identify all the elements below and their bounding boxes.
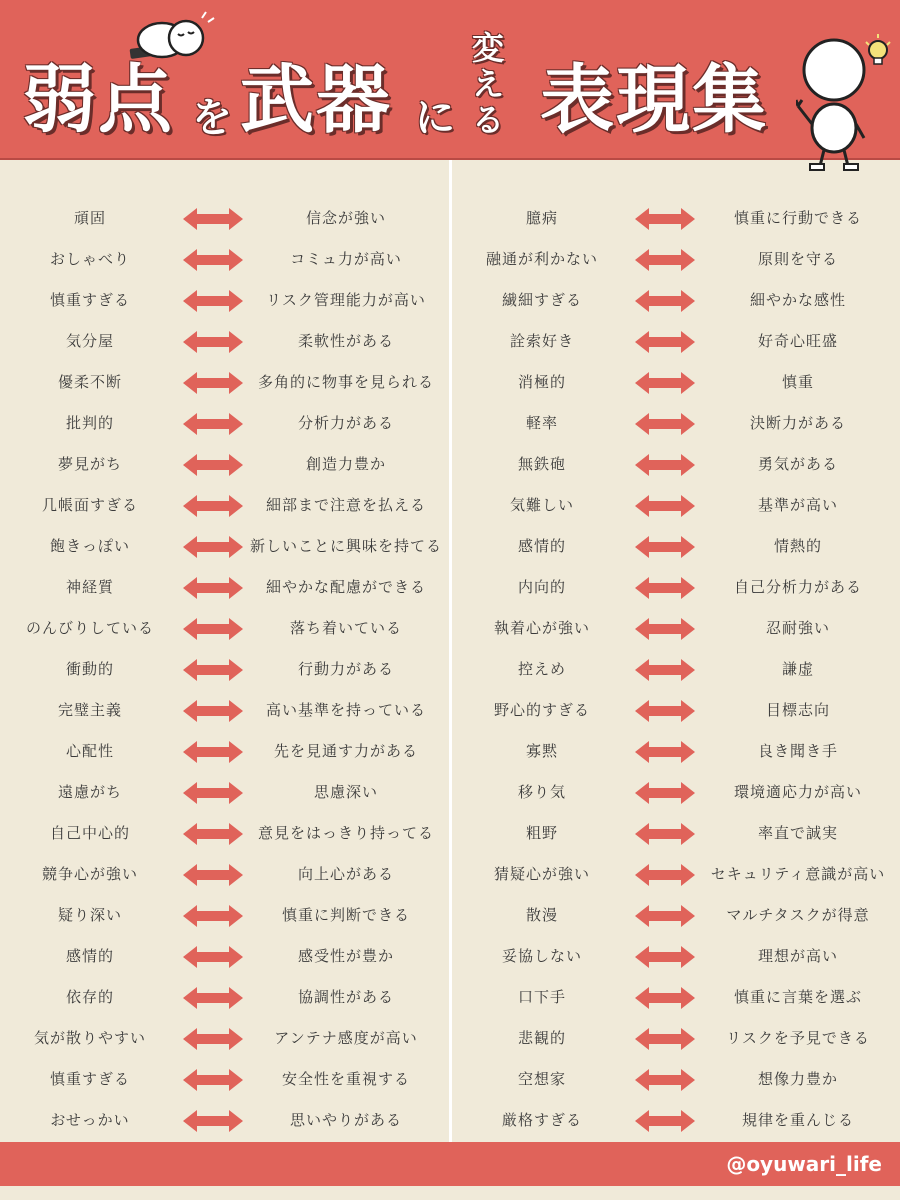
pair-row: [0, 280, 449, 321]
pair-row: [0, 895, 449, 936]
pair-row: [452, 485, 900, 526]
pair-row: [0, 977, 449, 1018]
strength-text: コミュ力が高い: [290, 250, 402, 268]
strength-text: 忍耐強い: [765, 619, 830, 637]
weakness-text: 気が散りやすい: [33, 1029, 146, 1047]
pair-row: [452, 567, 900, 608]
pair-row: [0, 1100, 449, 1141]
pair-row: [0, 526, 449, 567]
strength-text: 細やかな感性: [749, 291, 846, 309]
bottom-strip: [0, 1186, 900, 1200]
double-arrow-icon: [183, 700, 243, 722]
pair-row: [452, 690, 900, 731]
weakness-text: 厳格すぎる: [501, 1111, 582, 1129]
weakness-text: 感情的: [65, 947, 114, 965]
strength-text: 理想が高い: [757, 947, 838, 965]
weakness-text: 気分屋: [65, 332, 114, 350]
strength-text: 細部まで注意を払える: [265, 496, 426, 514]
weakness-text: 悲観的: [517, 1029, 566, 1047]
double-arrow-icon: [635, 659, 695, 681]
pair-row: [0, 649, 449, 690]
weakness-text: 移り気: [517, 783, 566, 801]
title-particle-wo: を: [192, 95, 232, 141]
weakness-text: 控えめ: [517, 660, 566, 678]
weakness-text: 気難しい: [509, 496, 574, 514]
double-arrow-icon: [635, 823, 695, 845]
strength-text: 基準が高い: [757, 496, 838, 514]
pair-row: [452, 731, 900, 772]
pair-row: [452, 444, 900, 485]
weakness-text: 飽きっぽい: [49, 537, 130, 555]
weakness-text: 空想家: [517, 1070, 566, 1088]
strength-text: 目標志向: [765, 701, 830, 719]
double-arrow-icon: [635, 782, 695, 804]
weakness-text: 慎重すぎる: [49, 1070, 130, 1088]
double-arrow-icon: [183, 331, 243, 353]
pair-row: [0, 321, 449, 362]
strength-text: 先を見通す力がある: [273, 742, 418, 760]
weakness-text: 融通が利かない: [485, 250, 598, 268]
strength-text: 決断力がある: [749, 414, 846, 432]
strength-text: 細やかな配慮ができる: [265, 578, 426, 596]
double-arrow-icon: [183, 1069, 243, 1091]
weakness-text: 頑固: [73, 209, 106, 227]
pair-row: [0, 936, 449, 977]
double-arrow-icon: [183, 987, 243, 1009]
strength-text: 自己分析力がある: [733, 578, 862, 596]
pair-row: [0, 362, 449, 403]
double-arrow-icon: [183, 536, 243, 558]
weakness-text: 衝動的: [65, 660, 114, 678]
double-arrow-icon: [183, 864, 243, 886]
strength-text: 柔軟性がある: [297, 332, 394, 350]
pair-row: [452, 1059, 900, 1100]
double-arrow-icon: [183, 741, 243, 763]
pair-row: [452, 936, 900, 977]
title-kaeru-1: 変: [472, 29, 505, 67]
title-particle-ni: に: [415, 95, 455, 141]
weakness-text: 散漫: [525, 906, 558, 924]
weakness-text: 神経質: [65, 578, 114, 596]
pair-row: [452, 362, 900, 403]
weakness-text: 依存的: [65, 988, 114, 1006]
double-arrow-icon: [635, 577, 695, 599]
double-arrow-icon: [635, 741, 695, 763]
idea-character-illustration: [796, 28, 896, 174]
weakness-text: 無鉄砲: [517, 455, 566, 473]
weakness-text: 優柔不断: [57, 373, 122, 391]
weakness-text: 粗野: [525, 824, 558, 842]
strength-text: 行動力がある: [297, 660, 394, 678]
pair-row: [0, 1018, 449, 1059]
title-kaeru-3: る: [472, 101, 505, 139]
double-arrow-icon: [635, 413, 695, 435]
title-weakness: 弱点: [22, 57, 174, 143]
title-weapon: 武器: [240, 57, 392, 143]
strength-text: 思慮深い: [313, 783, 378, 801]
strength-text: リスクを予見できる: [726, 1029, 870, 1047]
double-arrow-icon: [635, 987, 695, 1009]
double-arrow-icon: [635, 208, 695, 230]
weakness-text: 消極的: [517, 373, 566, 391]
title-kaeru-2: え: [472, 65, 505, 103]
pair-row: [452, 895, 900, 936]
strength-text: 分析力がある: [297, 414, 394, 432]
double-arrow-icon: [183, 618, 243, 640]
pair-row: [0, 444, 449, 485]
strength-text: セキュリティ意識が高い: [710, 865, 886, 883]
pair-row: [0, 731, 449, 772]
double-arrow-icon: [183, 823, 243, 845]
pair-row: [452, 1100, 900, 1141]
weakness-text: 口下手: [517, 988, 566, 1006]
double-arrow-icon: [635, 249, 695, 271]
weakness-text: 心配性: [65, 742, 114, 760]
strength-text: 慎重に言葉を選ぶ: [733, 988, 862, 1006]
strength-text: 原則を守る: [757, 250, 838, 268]
double-arrow-icon: [183, 1110, 243, 1132]
pair-row: [452, 280, 900, 321]
weakness-text: 几帳面すぎる: [41, 496, 138, 514]
pair-row: [452, 1018, 900, 1059]
weakness-text: 寡黙: [525, 742, 558, 760]
strength-text: 慎重: [781, 373, 814, 391]
strength-text: リスク管理能力が高い: [266, 291, 426, 309]
strength-text: 想像力豊か: [757, 1070, 838, 1088]
double-arrow-icon: [635, 331, 695, 353]
title-expression-collection: 表現集: [540, 57, 768, 143]
right-column: [452, 198, 900, 1141]
author-handle: @oyuwari_life: [726, 1152, 882, 1176]
double-arrow-icon: [183, 659, 243, 681]
strength-text: 思いやりがある: [289, 1111, 402, 1129]
weakness-text: 夢見がち: [57, 455, 122, 473]
double-arrow-icon: [635, 864, 695, 886]
double-arrow-icon: [183, 782, 243, 804]
double-arrow-icon: [183, 495, 243, 517]
strength-text: 信念が強い: [305, 209, 386, 227]
double-arrow-icon: [635, 905, 695, 927]
double-arrow-icon: [635, 1069, 695, 1091]
strength-text: 謙虚: [781, 660, 814, 678]
weakness-text: 内向的: [517, 578, 566, 596]
pair-row: [452, 239, 900, 280]
header-banner: [0, 0, 900, 160]
double-arrow-icon: [183, 249, 243, 271]
weakness-text: 競争心が強い: [41, 865, 138, 883]
pair-row: [0, 403, 449, 444]
pair-row: [0, 608, 449, 649]
weakness-text: 完璧主義: [57, 701, 122, 719]
double-arrow-icon: [183, 577, 243, 599]
double-arrow-icon: [183, 413, 243, 435]
strength-text: 率直で誠実: [757, 824, 838, 842]
double-arrow-icon: [635, 700, 695, 722]
weakness-text: おせっかい: [50, 1111, 130, 1129]
double-arrow-icon: [183, 454, 243, 476]
pair-row: [0, 567, 449, 608]
double-arrow-icon: [635, 1110, 695, 1132]
pair-row: [452, 403, 900, 444]
strength-text: 創造力豊か: [305, 455, 386, 473]
weakness-text: 感情的: [517, 537, 566, 555]
pair-row: [452, 321, 900, 362]
strength-text: 情熱的: [773, 537, 822, 555]
strength-text: 新しいことに興味を持てる: [249, 537, 442, 555]
strength-text: マルチタスクが得意: [726, 906, 870, 924]
weakness-text: 疑り深い: [57, 906, 122, 924]
double-arrow-icon: [635, 454, 695, 476]
pair-row: [452, 526, 900, 567]
pair-row: [452, 977, 900, 1018]
weakness-text: 野心的すぎる: [493, 701, 590, 719]
pair-row: [452, 608, 900, 649]
pair-row: [0, 198, 449, 239]
pair-row: [0, 690, 449, 731]
double-arrow-icon: [635, 495, 695, 517]
weakness-text: 繊細すぎる: [501, 291, 582, 309]
double-arrow-icon: [183, 905, 243, 927]
strength-text: 勇気がある: [757, 455, 838, 473]
double-arrow-icon: [635, 946, 695, 968]
pair-row: [0, 813, 449, 854]
weakness-text: 妥協しない: [501, 947, 582, 965]
pair-row: [452, 198, 900, 239]
strength-text: 協調性がある: [297, 988, 394, 1006]
double-arrow-icon: [635, 618, 695, 640]
strength-text: 感受性が豊か: [297, 947, 394, 965]
double-arrow-icon: [183, 946, 243, 968]
weakness-text: 猜疑心が強い: [493, 865, 590, 883]
pair-row: [452, 854, 900, 895]
strength-text: 環境適応力が高い: [733, 783, 862, 801]
strength-text: 落ち着いている: [289, 619, 402, 637]
pair-row: [452, 813, 900, 854]
strength-text: 慎重に行動できる: [733, 209, 862, 227]
pair-row: [0, 239, 449, 280]
pair-row: [0, 772, 449, 813]
double-arrow-icon: [183, 1028, 243, 1050]
weakness-text: 執着心が強い: [493, 619, 590, 637]
weakness-text: 自己中心的: [49, 824, 130, 842]
weakness-text: 臆病: [525, 209, 558, 227]
strength-text: アンテナ感度が高い: [274, 1029, 418, 1047]
weakness-text: 慎重すぎる: [49, 291, 130, 309]
double-arrow-icon: [183, 208, 243, 230]
strength-text: 多角的に物事を見られる: [257, 373, 434, 391]
pair-row: [452, 649, 900, 690]
left-column: [0, 198, 449, 1141]
double-arrow-icon: [635, 290, 695, 312]
pair-row: [0, 1059, 449, 1100]
weakness-text: 詮索好き: [509, 332, 574, 350]
double-arrow-icon: [183, 290, 243, 312]
weakness-text: のんびりしている: [25, 619, 154, 637]
strength-text: 好奇心旺盛: [757, 332, 838, 350]
pair-row: [0, 485, 449, 526]
pair-row: [0, 854, 449, 895]
double-arrow-icon: [183, 372, 243, 394]
strength-text: 規律を重んじる: [741, 1111, 854, 1129]
strength-text: 安全性を重視する: [281, 1070, 410, 1088]
strength-text: 意見をはっきり持ってる: [257, 824, 434, 842]
double-arrow-icon: [635, 1028, 695, 1050]
double-arrow-icon: [635, 536, 695, 558]
weakness-text: 軽率: [525, 414, 558, 432]
double-arrow-icon: [635, 372, 695, 394]
strength-text: 向上心がある: [297, 865, 394, 883]
weakness-text: 批判的: [65, 414, 114, 432]
strength-text: 慎重に判断できる: [281, 906, 410, 924]
pair-row: [452, 772, 900, 813]
weakness-text: おしゃべり: [49, 250, 130, 268]
strength-text: 高い基準を持っている: [265, 701, 426, 719]
weakness-text: 遠慮がち: [57, 783, 122, 801]
strength-text: 良き聞き手: [757, 742, 838, 760]
